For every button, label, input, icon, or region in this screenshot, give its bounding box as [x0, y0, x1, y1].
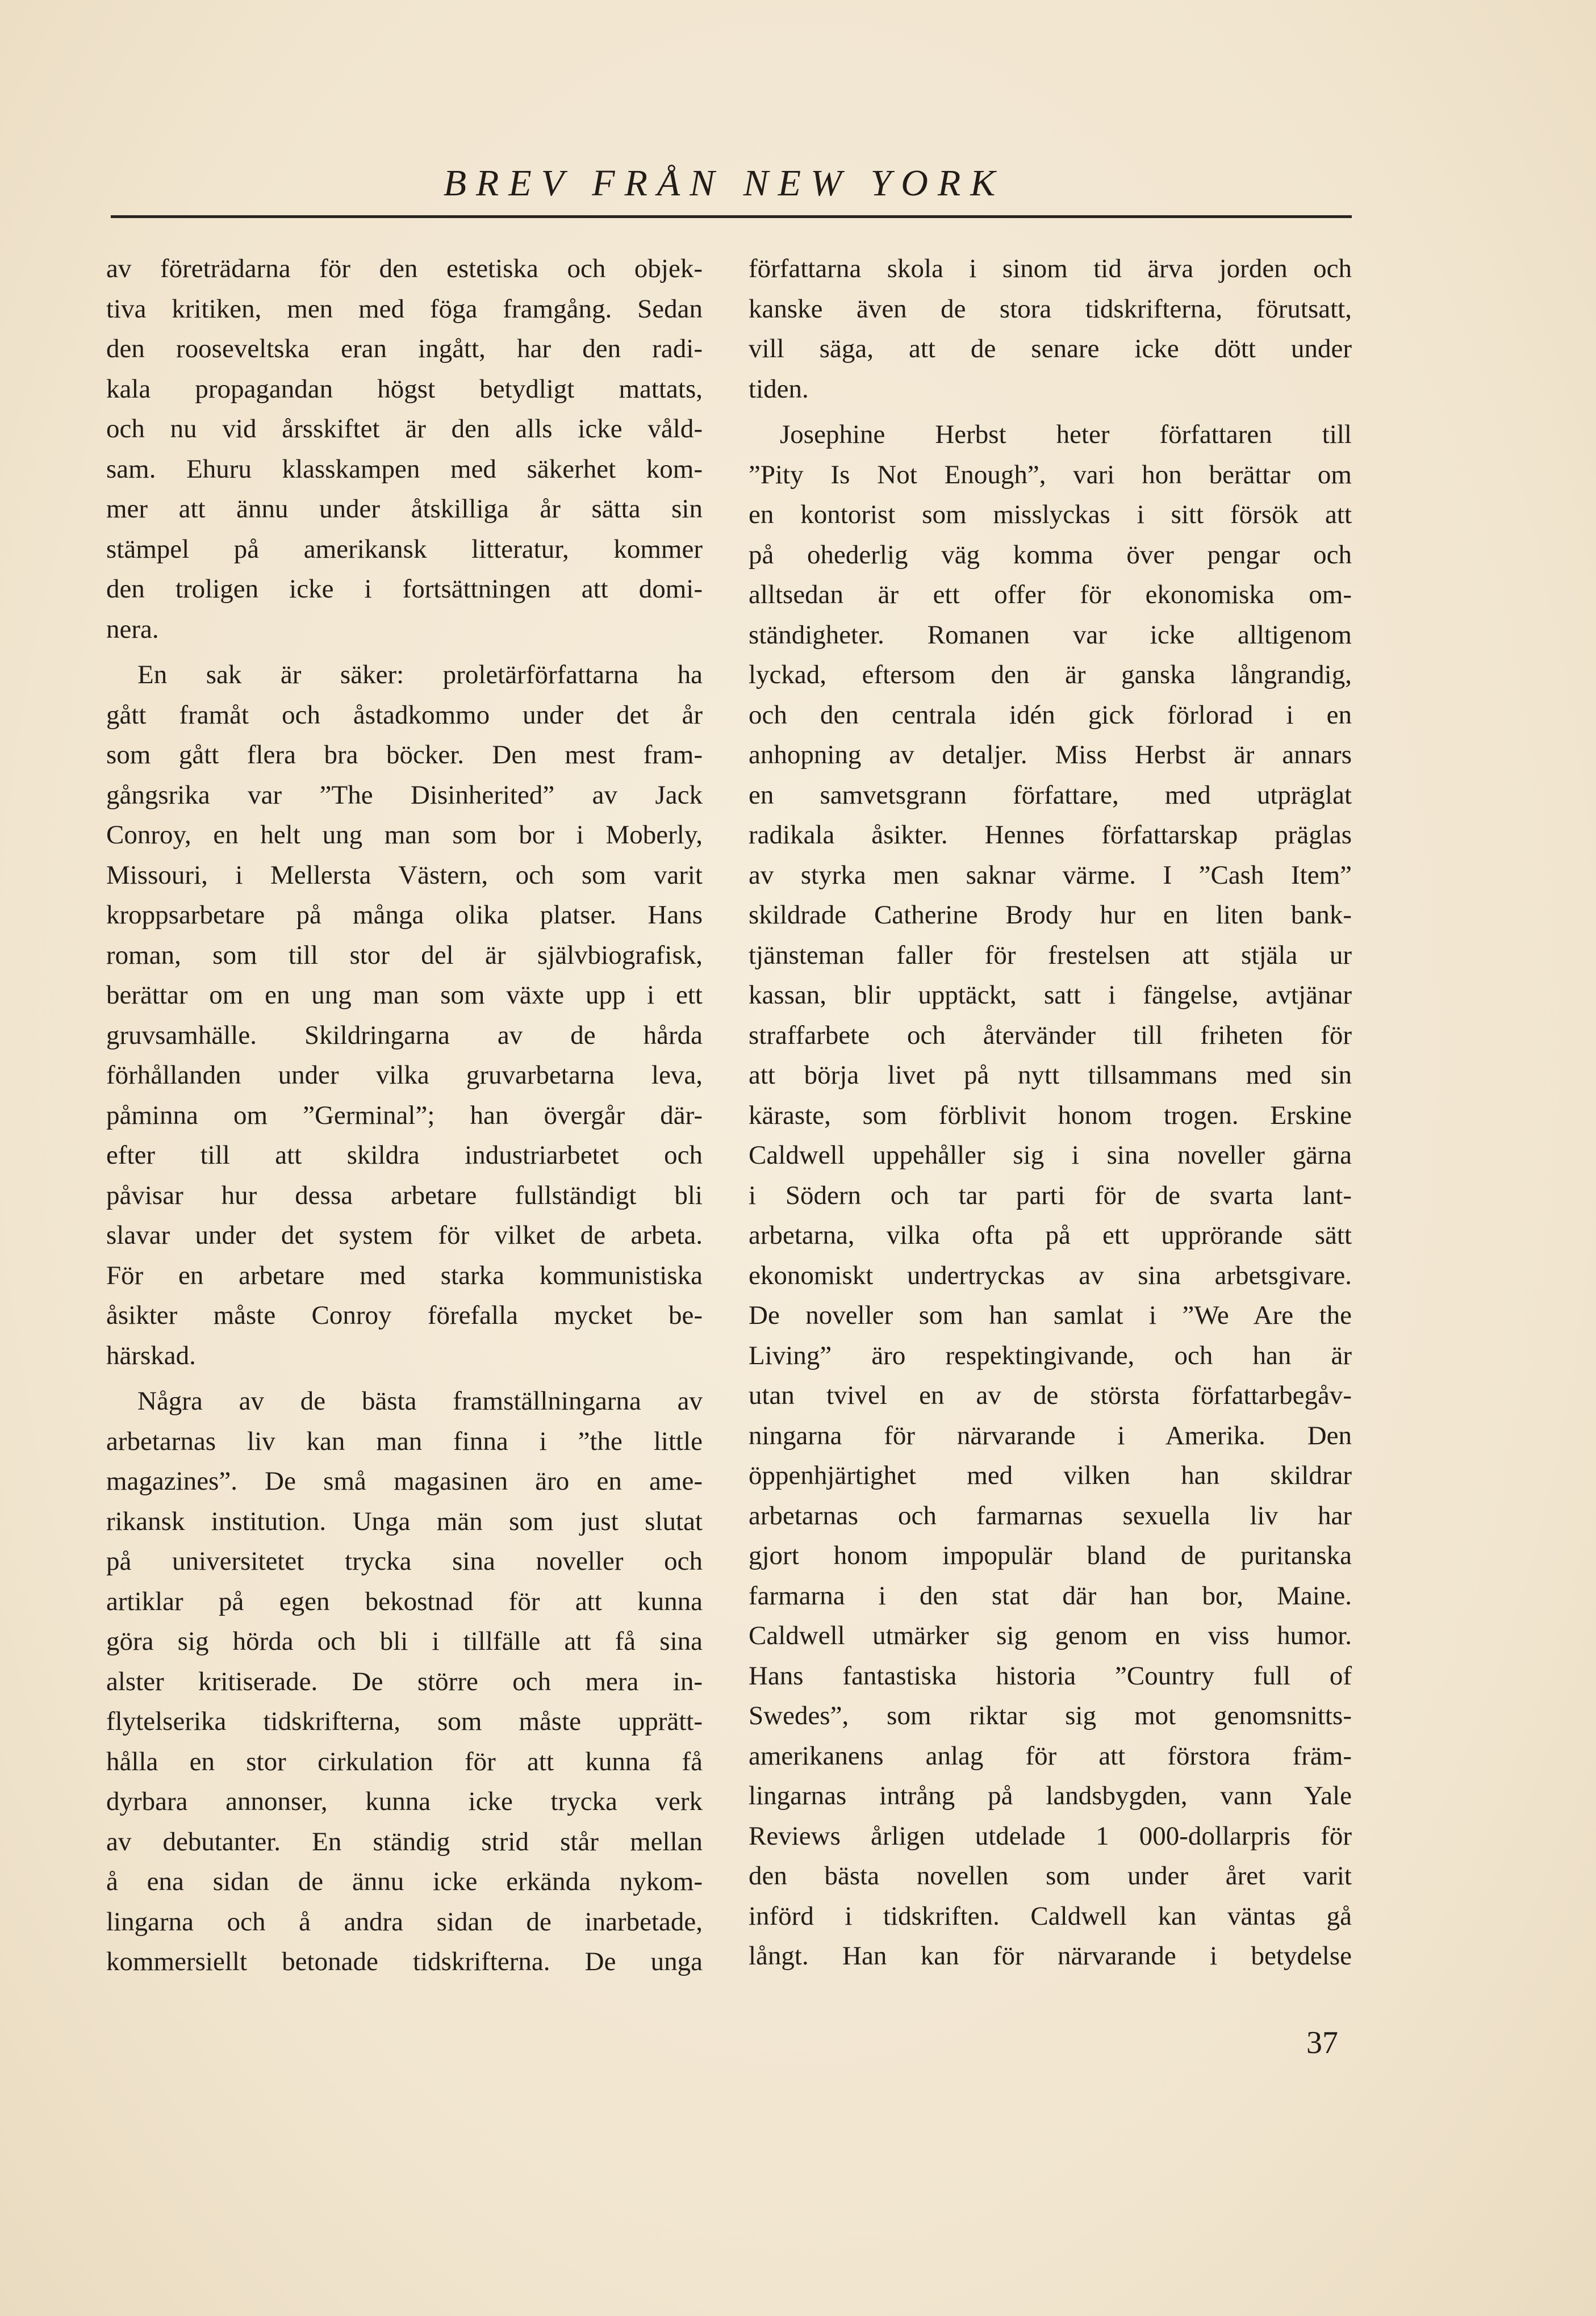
text-line: anhopning av detaljer. Miss Herbst är annars: [749, 740, 1352, 770]
paragraph: [749, 415, 1352, 1976]
text-line: nera.: [106, 614, 159, 644]
text-line: Caldwell uppehåller sig i sina noveller gärna: [749, 1140, 1352, 1170]
text-line: En sak är säker: proletärförfattarna ha: [137, 660, 703, 689]
text-line: tiva kritiken, men med föga framgång. Sedan: [106, 294, 703, 324]
text-line: härskad.: [106, 1340, 196, 1370]
text-line: farmarna i den stat där han bor, Maine.: [749, 1581, 1352, 1611]
text-line: vill säga, att de senare icke dött under: [749, 334, 1352, 363]
paragraph: [749, 249, 1352, 409]
text-line: ”Pity Is Not Enough”, vari hon berättar om: [749, 459, 1352, 490]
text-line: skildrade Catherine Brody hur en liten bank-: [749, 900, 1352, 930]
text-line: berättar om en ung man som växte upp i ett: [106, 980, 703, 1010]
text-line: långt. Han kan för närvarande i betydelse: [749, 1941, 1352, 1971]
text-line: käraste, som förblivit honom trogen. Erskine: [749, 1100, 1352, 1130]
text-line: slavar under det system för vilket de arbeta.: [106, 1220, 703, 1250]
text-line: ningarna för närvarande i Amerika. Den: [749, 1420, 1352, 1450]
text-line: en samvetsgrann författare, med utpräglat: [749, 780, 1352, 810]
text-line: ständigheter. Romanen var icke alltigenom: [749, 620, 1352, 650]
text-line: Josephine Herbst heter författaren till: [780, 420, 1352, 449]
text-line: Living” äro respektingivande, och han är: [749, 1340, 1352, 1370]
text-line: den rooseveltska eran ingått, har den radi-: [106, 334, 703, 363]
text-line: göra sig hörda och bli i tillfälle att få sina: [106, 1627, 703, 1656]
text-line: förhållanden under vilka gruvarbetarna leva,: [106, 1060, 703, 1090]
paragraph: [106, 249, 703, 649]
text-line: den troligen icke i fortsättningen att domi-: [106, 574, 703, 604]
text-line: arbetarnas liv kan man finna i ”the little: [106, 1426, 703, 1456]
text-line: påminna om ”Germinal”; han övergår där-: [106, 1100, 703, 1130]
text-line: i Södern och tar parti för de svarta lant-: [749, 1180, 1352, 1210]
text-line: på ohederlig väg komma över pengar och: [749, 540, 1352, 570]
text-line: gruvsamhälle. Skildringarna av de hårda: [106, 1020, 703, 1050]
header-rule: [111, 215, 1352, 218]
text-line: De noveller som han samlat i ”We Are the: [749, 1301, 1352, 1330]
text-line: kommersiellt betonade tidskrifterna. De unga: [106, 1947, 703, 1976]
text-line: arbetarna, vilka ofta på ett upprörande sätt: [749, 1220, 1352, 1250]
text-line: amerikanens anlag för att förstora främ-: [749, 1741, 1352, 1771]
text-line: tjänsteman faller för frestelsen att stjäla ur: [749, 940, 1352, 970]
text-line: påvisar hur dessa arbetare fullständigt bli: [106, 1180, 703, 1210]
text-line: mer att ännu under åtskilliga år sätta sin: [106, 494, 703, 524]
text-line: Caldwell utmärker sig genom en viss humor.: [749, 1621, 1352, 1650]
text-line: å ena sidan de ännu icke erkända nykom-: [106, 1867, 703, 1896]
text-line: alltsedan är ett offer för ekonomiska om-: [749, 580, 1352, 609]
text-line: Reviews årligen utdelade 1 000-dollarpris för: [749, 1821, 1352, 1851]
text-line: kassan, blir upptäckt, satt i fängelse, avtjänar: [749, 980, 1352, 1010]
text-line: alster kritiserade. De större och mera in-: [106, 1666, 703, 1696]
text-line: kanske även de stora tidskrifterna, förutsatt,: [749, 294, 1352, 324]
text-line: arbetarnas och farmarnas sexuella liv har: [749, 1500, 1352, 1531]
text-line: Missouri, i Mellersta Västern, och som varit: [106, 860, 703, 890]
text-line: Swedes”, som riktar sig mot genomsnitts-: [749, 1701, 1352, 1730]
running-header: BREV FRÅN NEW YORK: [443, 162, 1005, 204]
text-line: tiden.: [749, 374, 809, 404]
text-line: av styrka men saknar värme. I ”Cash Item”: [749, 860, 1352, 890]
page-number: 37: [1306, 2025, 1338, 2060]
text-line: av debutanter. En ständig strid står mellan: [106, 1826, 703, 1857]
text-line: Hans fantastiska historia ”Country full of: [749, 1661, 1352, 1691]
text-line: den bästa novellen som under året varit: [749, 1861, 1352, 1891]
text-line: införd i tidskriften. Caldwell kan väntas gå: [749, 1901, 1352, 1931]
text-line: hålla en stor cirkulation för att kunna få: [106, 1746, 703, 1776]
text-line: kroppsarbetare på många olika platser. Hans: [106, 900, 703, 930]
text-line: att börja livet på nytt tillsammans med sin: [749, 1060, 1352, 1090]
text-line: gått framåt och åstadkommo under det år: [106, 700, 703, 730]
text-line: roman, som till stor del är självbiografisk,: [106, 940, 703, 970]
text-line: åsikter måste Conroy förefalla mycket be-: [106, 1301, 703, 1330]
text-line: öppenhjärtighet med vilken han skildrar: [749, 1461, 1352, 1490]
text-line: För en arbetare med starka kommunistiska: [106, 1260, 703, 1290]
text-line: av företrädarna för den estetiska och objek-: [106, 254, 703, 283]
text-line: utan tvivel en av de största författarbegåv-: [749, 1381, 1352, 1410]
right-column: [749, 249, 1352, 1982]
text-line: straffarbete och återvänder till friheten för: [749, 1020, 1352, 1050]
text-line: lyckad, eftersom den är ganska långrandig,: [749, 660, 1352, 689]
text-line: gjort honom impopulär bland de puritanska: [749, 1541, 1352, 1570]
paragraph: [106, 1381, 703, 1982]
text-line: lingarna och å andra sidan de inarbetade,: [106, 1907, 703, 1937]
text-line: en kontorist som misslyckas i sitt försök att: [749, 500, 1352, 529]
text-line: gångsrika var ”The Disinherited” av Jack: [106, 780, 703, 810]
text-line: som gått flera bra böcker. Den mest fram-: [106, 740, 703, 770]
text-line: Några av de bästa framställningarna av: [137, 1386, 703, 1416]
text-line: lingarnas intrång på landsbygden, vann Yale: [749, 1781, 1352, 1811]
text-line: kala propagandan högst betydligt mattats,: [106, 374, 703, 404]
left-column: [106, 249, 703, 1988]
paragraph: [106, 655, 703, 1376]
text-line: magazines”. De små magasinen äro en ame-: [106, 1466, 703, 1496]
text-line: dyrbara annonser, kunna icke trycka verk: [106, 1787, 703, 1816]
text-line: och nu vid årsskiftet är den alls icke våld-: [106, 414, 703, 444]
text-line: ekonomiskt undertryckas av sina arbetsgivare.: [749, 1260, 1352, 1290]
text-line: efter till att skildra industriarbetet och: [106, 1140, 703, 1170]
text-line: författarna skola i sinom tid ärva jorden och: [749, 254, 1352, 283]
text-line: Conroy, en helt ung man som bor i Moberly,: [106, 820, 703, 850]
text-line: sam. Ehuru klasskampen med säkerhet kom-: [106, 454, 703, 484]
text-line: flytelserika tidskrifterna, som måste upprätt-: [106, 1707, 703, 1736]
text-line: rikansk institution. Unga män som just slutat: [106, 1506, 703, 1536]
text-line: och den centrala idén gick förlorad i en: [749, 700, 1352, 730]
text-line: stämpel på amerikansk litteratur, kommer: [106, 534, 703, 564]
text-line: radikala åsikter. Hennes författarskap präglas: [749, 820, 1352, 850]
text-line: på universitetet trycka sina noveller och: [106, 1546, 703, 1576]
text-line: artiklar på egen bekostnad för att kunna: [106, 1586, 703, 1616]
